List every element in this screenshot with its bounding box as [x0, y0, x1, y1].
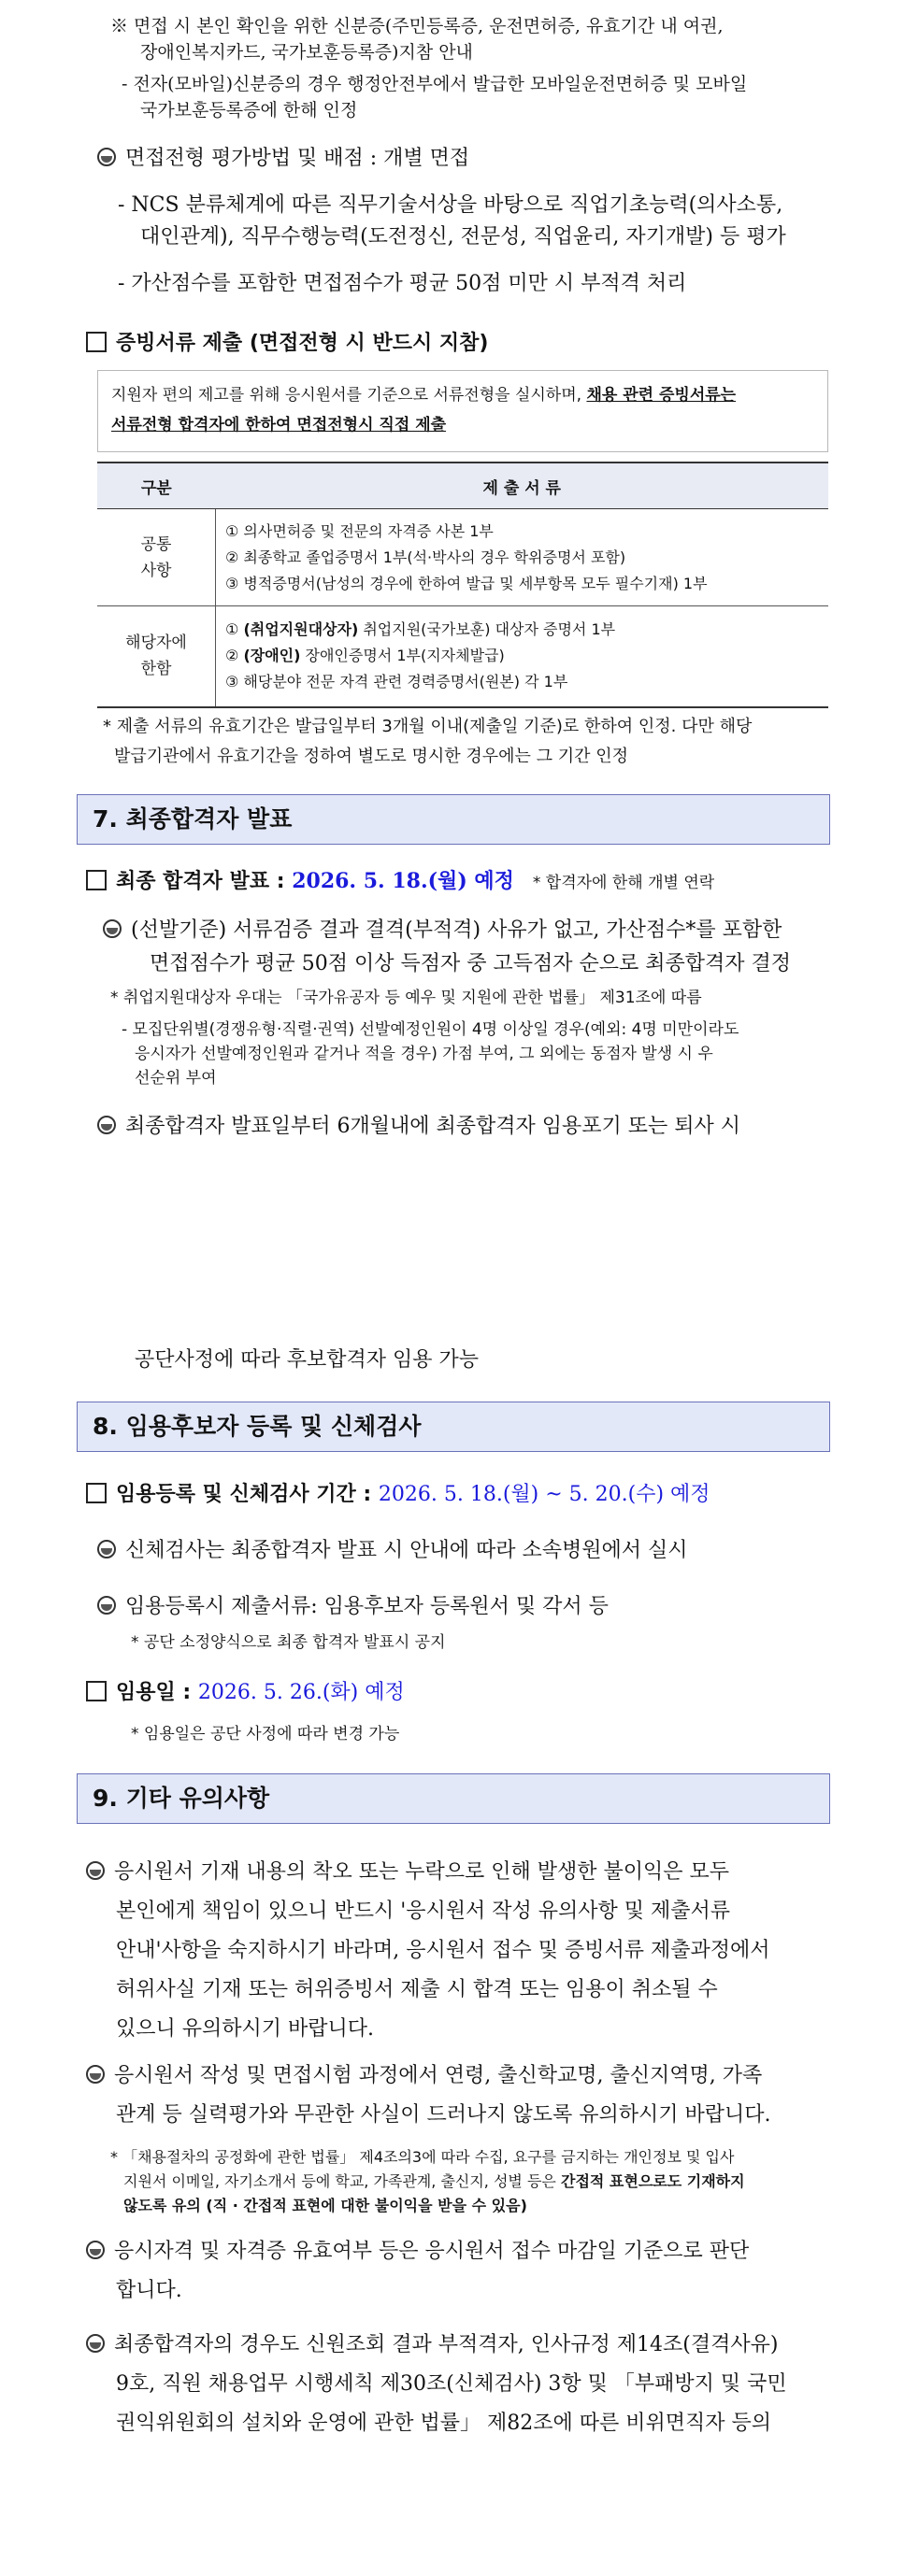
- bullet-circle-icon: [97, 1116, 116, 1134]
- id-notice-line1: ※ 면접 시 본인 확인을 위한 신분증(주민등록증, 운전면허증, 유효기간 내 여권,: [110, 16, 724, 36]
- applicable-category-cell: 해당자에 한함: [97, 606, 216, 707]
- appointment-date-line: [86, 1678, 405, 1708]
- documents-heading: 증빙서류 제출 (면접전형 시 반드시 지참): [86, 329, 488, 359]
- registration-period-date: 2026. 5. 18.(월) ~ 5. 20.(수) 예정: [378, 1483, 710, 1506]
- checkbox-square-icon: [86, 870, 107, 890]
- list-item: ② (장애인) 장애인증명서 1부(지자체발급): [225, 647, 505, 665]
- interview-desc-line1: - NCS 분류체계에 따른 직무기술서상을 바탕으로 직업기초능력(의사소통,: [118, 193, 783, 217]
- final-announcement-line: [86, 866, 714, 898]
- documents-notice-box: [97, 370, 828, 452]
- bullet-circle-icon: [103, 919, 122, 938]
- table-header-documents: 제 출 서 류: [216, 463, 829, 509]
- final-announcement-label: 최종 합격자 발표 :: [116, 870, 293, 893]
- list-item: ③ 병적증명서(남성의 경우에 한하여 발급 및 세부항목 모두 필수기재) 1부: [225, 574, 708, 592]
- list-item: ② 최종학교 졸업증명서 1부(석·박사의 경우 학위증명서 포함): [225, 548, 626, 566]
- veteran-note: * 취업지원대상자 우대는 「국가유공자 등 예우 및 지원에 관한 법률」 제31조에 따름: [110, 989, 702, 1007]
- notice-3-line1: 응시자격 및 자격증 유효여부 등은 응시원서 접수 마감일 기준으로 판단: [86, 2237, 749, 2267]
- table-row: [97, 606, 828, 707]
- applicable-items-cell: [216, 606, 829, 707]
- bullet-circle-icon: [97, 148, 116, 166]
- bullet-circle-icon: [86, 2065, 105, 2084]
- registration-period-label: 임용등록 및 신체검사 기간 :: [116, 1483, 379, 1506]
- table-header-row: [97, 463, 828, 509]
- notice-emphasis-2: 서류전형 합격자에 한하여 면접전형시 직접 제출: [111, 416, 447, 434]
- mobile-id-line1: - 전자(모바일)신분증의 경우 행정안전부에서 발급한 모바일운전면허증 및 모바일: [122, 74, 748, 94]
- notice-emphasis-1: 채용 관련 증빙서류는: [586, 386, 737, 405]
- section-8-header: 8. 임용후보자 등록 및 신체검사: [77, 1402, 830, 1452]
- mobile-id-line2: 국가보훈등록증에 한해 인정: [140, 100, 358, 121]
- section-9-header: 9. 기타 유의사항: [77, 1773, 830, 1824]
- list-item: ③ 해당분야 전문 자격 관련 경력증명서(원본) 각 1부: [225, 673, 568, 691]
- notice-3-line2: 합니다.: [116, 2279, 182, 2302]
- bonus-note-line2: 응시자가 선발예정인원과 같거나 적을 경우) 가점 부여, 그 외에는 동점자 발생 시 우: [135, 1045, 713, 1063]
- notice-text: 지원자 편의 제고를 위해 응시원서를 기준으로 서류전형을 실시하며,: [111, 386, 587, 405]
- appointment-date-value: 2026. 5. 26.(화) 예정: [197, 1681, 405, 1704]
- notice-1-line4: 허위사실 기재 또는 허위증빙서 제출 시 합격 또는 임용이 취소될 수: [116, 1978, 718, 2001]
- notice-4-line3: 권익위원회의 설치와 운영에 관한 법률」 제82조에 따른 비위면직자 등의: [116, 2412, 771, 2435]
- bullet-circle-icon: [86, 2241, 105, 2259]
- appointment-date-note: * 임용일은 공단 사정에 따라 변경 가능: [131, 1725, 400, 1743]
- bonus-note-line3: 선순위 부여: [135, 1069, 217, 1088]
- physical-exam-line: 신체검사는 최종합격자 발표 시 안내에 따라 소속병원에서 실시: [97, 1536, 688, 1566]
- bullet-circle-icon: [97, 1596, 116, 1615]
- documents-table: [97, 462, 828, 708]
- common-items-cell: [216, 509, 829, 606]
- reserve-candidate-line2: 공단사정에 따라 후보합격자 임용 가능: [135, 1348, 480, 1372]
- list-item: ① 의사면허증 및 전문의 자격증 사본 1부: [225, 521, 494, 540]
- id-notice-line2: 장애인복지카드, 국가보훈등록증)지참 안내: [140, 42, 473, 63]
- bullet-circle-icon: [86, 2334, 105, 2353]
- bullet-circle-icon: [97, 1540, 116, 1558]
- selection-criteria-line1: (선발기준) 서류검증 결과 결격(부적격) 사유가 없고, 가산점수*를 포함한: [103, 916, 782, 946]
- notice-4-line1: 최종합격자의 경우도 신원조회 결과 부적격자, 인사규정 제14조(결격사유): [86, 2330, 778, 2360]
- notice-1-line5: 있으니 유의하시기 바랍니다.: [116, 2017, 375, 2041]
- notice-1-line3: 안내'사항을 숙지하시기 바라며, 응시원서 접수 및 증빙서류 제출과정에서: [116, 1939, 770, 1962]
- bullet-circle-icon: [86, 1861, 105, 1880]
- registration-period-line: [86, 1480, 710, 1510]
- checkbox-square-icon: [86, 332, 107, 352]
- table-header-category: 구분: [97, 463, 216, 509]
- selection-criteria-line2: 면접점수가 평균 50점 이상 득점자 중 고득점자 순으로 최종합격자 결정: [150, 952, 791, 975]
- reserve-candidate-line: 최종합격자 발표일부터 6개월내에 최종합격자 임용포기 또는 퇴사 시: [97, 1112, 740, 1142]
- checkbox-square-icon: [86, 1681, 107, 1701]
- final-announcement-note: * 합격자에 한해 개별 연락: [532, 874, 715, 892]
- interview-method-heading: 면접전형 평가방법 및 배점 : 개별 면접: [97, 144, 469, 174]
- validity-note-line2: 발급기관에서 유효기간을 정하여 별도로 명시한 경우에는 그 기간 인정: [114, 747, 629, 766]
- privacy-note-line2: 지원서 이메일, 자기소개서 등에 학교, 가족관계, 출신지, 성별 등은 간접적 표현으로도 기재하지: [123, 2172, 745, 2190]
- registration-docs-note: * 공단 소정양식으로 최종 합격자 발표시 공지: [131, 1633, 446, 1652]
- registration-docs-line: 임용등록시 제출서류: 임용후보자 등록원서 및 각서 등: [97, 1592, 609, 1622]
- section-7-header: 7. 최종합격자 발표: [77, 794, 830, 845]
- common-category-cell: 공통 사항: [97, 509, 216, 606]
- notice-4-line2: 9호, 직원 채용업무 시행세칙 제30조(신체검사) 3항 및 「부패방지 및 국민: [116, 2372, 787, 2396]
- bonus-note-line1: - 모집단위별(경쟁유형·직렬·권역) 선발예정인원이 4명 이상일 경우(예외: 4명 미만이라도: [122, 1020, 739, 1039]
- appointment-date-label: 임용일 :: [116, 1681, 198, 1704]
- privacy-note-line1: * 「채용절차의 공정화에 관한 법률」 제4조의3에 따라 수집, 요구를 금지하는 개인정보 및 입사: [110, 2148, 735, 2166]
- checkbox-square-icon: [86, 1483, 107, 1503]
- notice-2-line1: 응시원서 작성 및 면접시험 과정에서 연령, 출신학교명, 출신지역명, 가족: [86, 2061, 762, 2091]
- interview-desc-line3: - 가산점수를 포함한 면접점수가 평균 50점 미만 시 부적격 처리: [118, 272, 687, 295]
- notice-1-line1: 응시원서 기재 내용의 착오 또는 누락으로 인해 발생한 불이익은 모두: [86, 1857, 729, 1887]
- table-row: [97, 509, 828, 606]
- interview-desc-line2: 대인관계), 직무수행능력(도전정신, 전문성, 직업윤리, 자기개발) 등 평가: [140, 225, 786, 249]
- final-announcement-date: 2026. 5. 18.(월) 예정: [292, 869, 514, 893]
- validity-note-line1: * 제출 서류의 유효기간은 발급일부터 3개월 이내(제출일 기준)로 한하여 인정. 다만 해당: [103, 717, 753, 736]
- notice-2-line2: 관계 등 실력평가와 무관한 사실이 드러나지 않도록 유의하시기 바랍니다.: [116, 2103, 771, 2127]
- privacy-note-line3: 않도록 유의 (직 · 간접적 표현에 대한 불이익을 받을 수 있음): [123, 2197, 527, 2214]
- notice-1-line2: 본인에게 책임이 있으니 반드시 '응시원서 작성 유의사항 및 제출서류: [116, 1900, 731, 1923]
- list-item: ① (취업지원대상자) 취업지원(국가보훈) 대상자 증명서 1부: [225, 620, 616, 639]
